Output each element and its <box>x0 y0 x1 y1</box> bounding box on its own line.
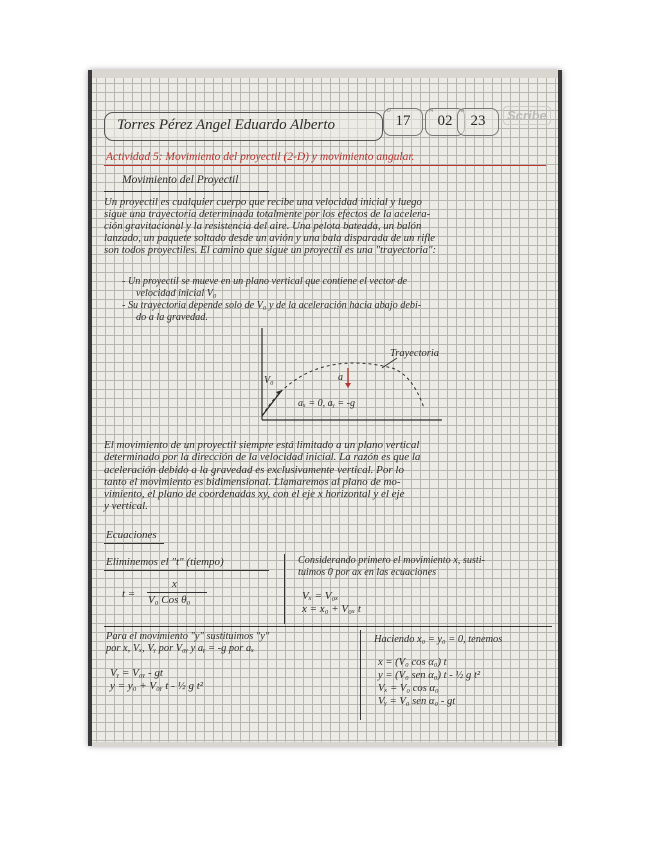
brand-logo: Scribe <box>503 106 551 125</box>
acceleration-label: aₓ = 0, aᵧ = -g <box>298 398 355 409</box>
gravity-arrowhead <box>345 383 351 388</box>
activity-title: Actividad 5: Movimiento del proyectil (2-D) y movimiento angular. <box>106 151 415 163</box>
title-underline <box>104 165 546 166</box>
photo-edge-left <box>88 70 92 746</box>
y-solution: y = (V₀ sen α₀) t - ½ g t² <box>378 670 481 681</box>
body-line: y vertical. <box>104 500 148 513</box>
y-equation: y = y₀ + V₀ᵧ t - ½ g t² <box>110 680 204 692</box>
body-line: aceleración debido a la gravedad es exclusivamente vertical. Por lo <box>104 463 404 476</box>
lower-left-line: Para el movimiento "y" sustituimos "y" <box>106 631 270 642</box>
intro-line: son todos proyectiles. El camino que sigue un proyectil es una "trayectoria": <box>104 244 437 256</box>
date-day-box <box>383 108 423 136</box>
intro-paragraph <box>104 196 552 256</box>
body-line: vimiento, el plano de coordenadas xy, con el eje x horizontal y el eje <box>104 488 405 501</box>
intro-line: Un proyectil es cualquier cuerpo que recibe una velocidad inicial y luego <box>104 196 422 208</box>
body-line: determinado por la dirección de la velocidad inicial. La razón es que la <box>104 451 421 464</box>
intro-line: sigue una trayectoria determinada totalmente por los efectos de la acelera- <box>104 208 431 220</box>
x-equation: x = x₀ + V₀ₓ t <box>302 603 361 615</box>
photo-edge-right <box>558 70 562 746</box>
v0-arrowhead <box>276 390 282 395</box>
date-month-mark: M <box>429 108 434 114</box>
trajectory-label: Trayectoria <box>390 348 439 359</box>
lower-left-line: por x, Vₓ, Vᵧ por V₀ᵧ y aᵧ = -g por aₓ <box>106 643 255 654</box>
t-equation-denominator: V₀ Cos θ₀ <box>148 594 191 606</box>
vy-equation: Vᵧ = V₀ᵧ - gt <box>110 667 163 679</box>
intro-line: lanzado, un paquete soltado desde un avión y una bala disparada de un rifle <box>104 232 436 244</box>
a-label: a <box>338 372 343 383</box>
right-line: Considerando primero el movimiento x, susti- <box>298 555 485 566</box>
vy-solution: Vᵧ = V₀ sen α₀ - gt <box>378 696 456 707</box>
date-year-mark: A <box>461 108 465 114</box>
trajectory-pointer <box>382 358 397 368</box>
date-month: 02 <box>437 113 453 129</box>
right-equations <box>302 590 361 616</box>
vx-equation: Vₓ = V₀ₓ <box>302 590 339 602</box>
x-solution: x = (V₀ cos α₀) t <box>378 657 447 668</box>
column-divider <box>284 554 285 624</box>
section-divider <box>104 626 552 627</box>
date-year: 23 <box>470 113 486 129</box>
t-equation-lhs: t = <box>122 588 136 600</box>
bullet-1-line-1: - Un proyectil se mueve en un plano vertical que contiene el vector de <box>122 276 408 287</box>
name-field <box>104 112 383 141</box>
equations-title: Ecuaciones <box>106 529 157 541</box>
bullet-list <box>122 276 552 324</box>
lower-right-heading: Haciendo x₀ = y₀ = 0, tenemos <box>374 634 503 645</box>
vx-solution: Vₓ = V₀ cos α₀ <box>378 683 439 694</box>
lower-right-equations <box>378 656 480 708</box>
intro-line: ción gravitacional y la resistencia del aire. Una pelota bateada, un balón <box>104 220 422 232</box>
date-day-mark: D <box>387 108 391 114</box>
bullet-1-line-2: velocidad inicial V₀ <box>136 288 217 299</box>
notebook-page <box>92 78 558 742</box>
lower-column-divider <box>360 630 361 720</box>
equations-underline <box>104 543 164 544</box>
t-equation-numerator: x <box>172 578 177 590</box>
left-heading-underline <box>104 570 269 571</box>
body-line: tanto el movimiento es bidimensional. Llamaremos al plano de mo- <box>104 475 401 488</box>
bullet-2-line-1: - Su trayectoria depende solo de V₀ y de la aceleración hacia abajo debi- <box>122 300 422 311</box>
section-title: Movimiento del Proyectil <box>122 174 239 186</box>
date-day: 17 <box>395 113 411 129</box>
date-year-box <box>457 108 499 136</box>
eliminate-t-heading: Eliminemos el "t" (tiempo) <box>106 556 224 568</box>
student-name: Torres Pérez Angel Eduardo Alberto <box>117 117 336 133</box>
body-line: El movimiento de un proyectil siempre está limitado a un plano vertical <box>104 439 420 451</box>
trajectory-diagram <box>242 328 462 428</box>
right-block-text <box>298 555 485 579</box>
section-underline <box>104 191 269 192</box>
lower-left-text <box>106 631 269 655</box>
body-paragraph <box>104 439 552 513</box>
bullet-2-line-2: do a la gravedad. <box>136 312 208 323</box>
v0-label: V₀ <box>264 375 274 386</box>
lower-left-equations <box>110 667 203 693</box>
fraction-bar <box>147 592 207 593</box>
right-line: tuimos 0 por ax en las ecuaciones <box>298 567 437 578</box>
